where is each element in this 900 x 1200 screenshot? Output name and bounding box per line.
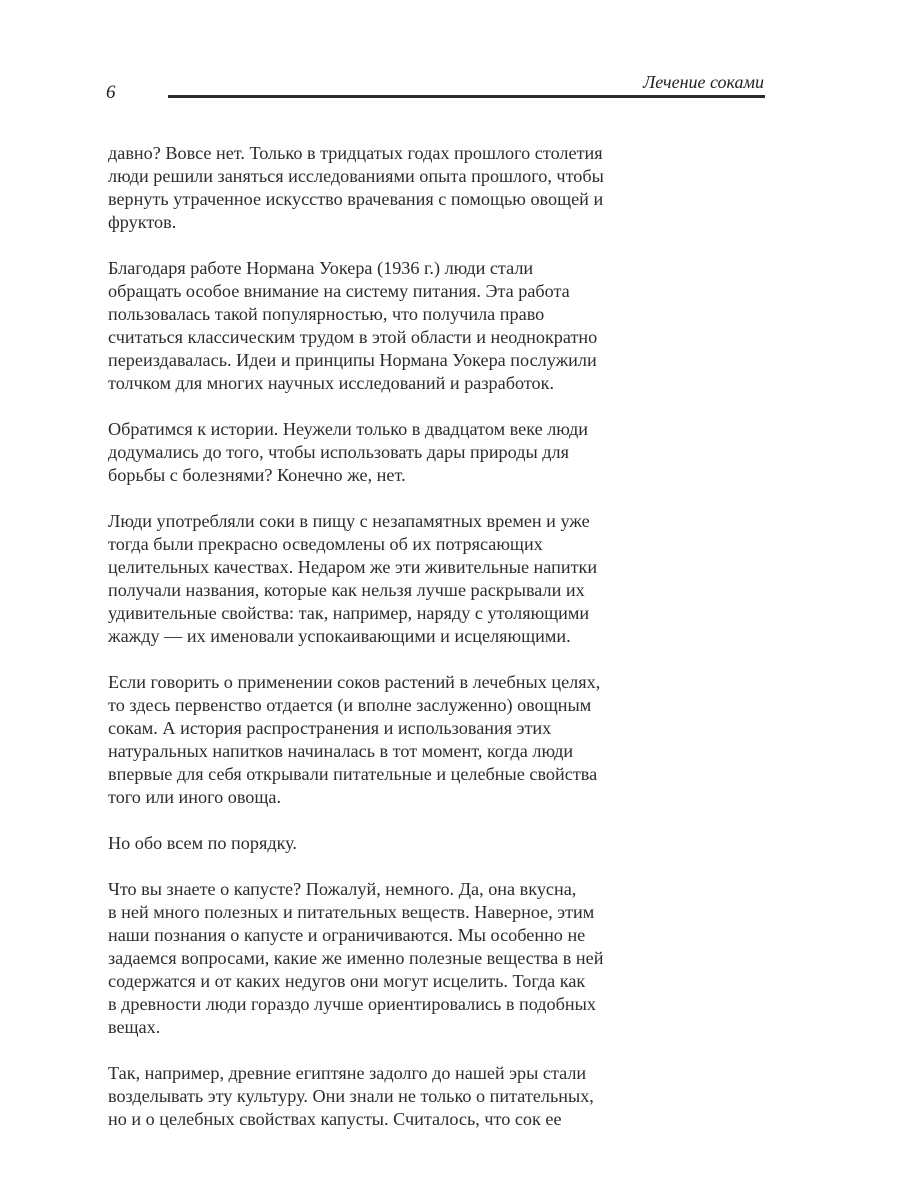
text-line: впервые для себя открывали питательные и целебные свойства bbox=[108, 764, 598, 784]
text-line: фруктов. bbox=[108, 212, 177, 232]
text-line: давно? Вовсе нет. Только в тридцатых годах прошлого столетия bbox=[108, 143, 603, 163]
text-line: толчком для многих научных исследований и разработок. bbox=[108, 373, 555, 393]
text-line: Так, например, древние египтяне задолго до нашей эры стали bbox=[108, 1063, 587, 1083]
body-text bbox=[108, 142, 668, 1154]
text-line: задаемся вопросами, какие же именно полезные вещества в ней bbox=[108, 948, 604, 968]
text-line: возделывать эту культуру. Они знали не только о питательных, bbox=[108, 1086, 594, 1106]
text-line: жажду — их именовали успокаивающими и исцеляющими. bbox=[108, 626, 571, 646]
text-line: Благодаря работе Нормана Уокера (1936 г.) люди стали bbox=[108, 258, 534, 278]
paragraph bbox=[108, 671, 668, 809]
paragraph bbox=[108, 878, 668, 1039]
page-number: 6 bbox=[106, 82, 116, 103]
text-line: переиздавалась. Идеи и принципы Нормана Уокера послужили bbox=[108, 350, 597, 370]
paragraph bbox=[108, 257, 668, 395]
text-line: борьбы с болезнями? Конечно же, нет. bbox=[108, 465, 406, 485]
header-rule bbox=[168, 95, 765, 98]
text-line: обращать особое внимание на систему питания. Эта работа bbox=[108, 281, 570, 301]
text-line: считаться классическим трудом в этой области и неоднократно bbox=[108, 327, 598, 347]
paragraph bbox=[108, 142, 668, 234]
text-line: натуральных напитков начиналась в тот момент, когда люди bbox=[108, 741, 574, 761]
text-line: Если говорить о применении соков растений в лечебных целях, bbox=[108, 672, 601, 692]
text-line: то здесь первенство отдается (и вполне заслуженно) овощным bbox=[108, 695, 592, 715]
text-line: получали названия, которые как нельзя лучше раскрывали их bbox=[108, 580, 585, 600]
text-line: вещах. bbox=[108, 1017, 161, 1037]
paragraph bbox=[108, 510, 668, 648]
text-line: в ней много полезных и питательных веществ. Наверное, этим bbox=[108, 902, 595, 922]
text-line: содержатся и от каких недугов они могут исцелить. Тогда как bbox=[108, 971, 586, 991]
text-line: Что вы знаете о капусте? Пожалуй, немного. Да, она вкусна, bbox=[108, 879, 577, 899]
text-line: Но обо всем по порядку. bbox=[108, 833, 297, 853]
text-line: сокам. А история распространения и использования этих bbox=[108, 718, 552, 738]
paragraph bbox=[108, 1062, 668, 1131]
paragraph bbox=[108, 418, 668, 487]
text-line: Люди употребляли соки в пищу с незапамятных времен и уже bbox=[108, 511, 590, 531]
text-line: в древности люди гораздо лучше ориентировались в подобных bbox=[108, 994, 596, 1014]
text-line: целительных качествах. Недаром же эти живительные напитки bbox=[108, 557, 598, 577]
text-line: удивительные свойства: так, например, наряду с утоляющими bbox=[108, 603, 590, 623]
text-line: того или иного овоща. bbox=[108, 787, 282, 807]
text-line: вернуть утраченное искусство врачевания с помощью овощей и bbox=[108, 189, 604, 209]
text-line: но и о целебных свойствах капусты. Считалось, что сок ее bbox=[108, 1109, 562, 1129]
text-line: Обратимся к истории. Неужели только в двадцатом веке люди bbox=[108, 419, 588, 439]
text-line: люди решили заняться исследованиями опыта прошлого, чтобы bbox=[108, 166, 604, 186]
text-line: наши познания о капусте и ограничиваются. Мы особенно не bbox=[108, 925, 586, 945]
running-title: Лечение соками bbox=[643, 72, 764, 92]
text-line: пользовалась такой популярностью, что получила право bbox=[108, 304, 545, 324]
paragraph bbox=[108, 832, 668, 855]
text-line: додумались до того, чтобы использовать дары природы для bbox=[108, 442, 569, 462]
text-line: тогда были прекрасно осведомлены об их потрясающих bbox=[108, 534, 543, 554]
